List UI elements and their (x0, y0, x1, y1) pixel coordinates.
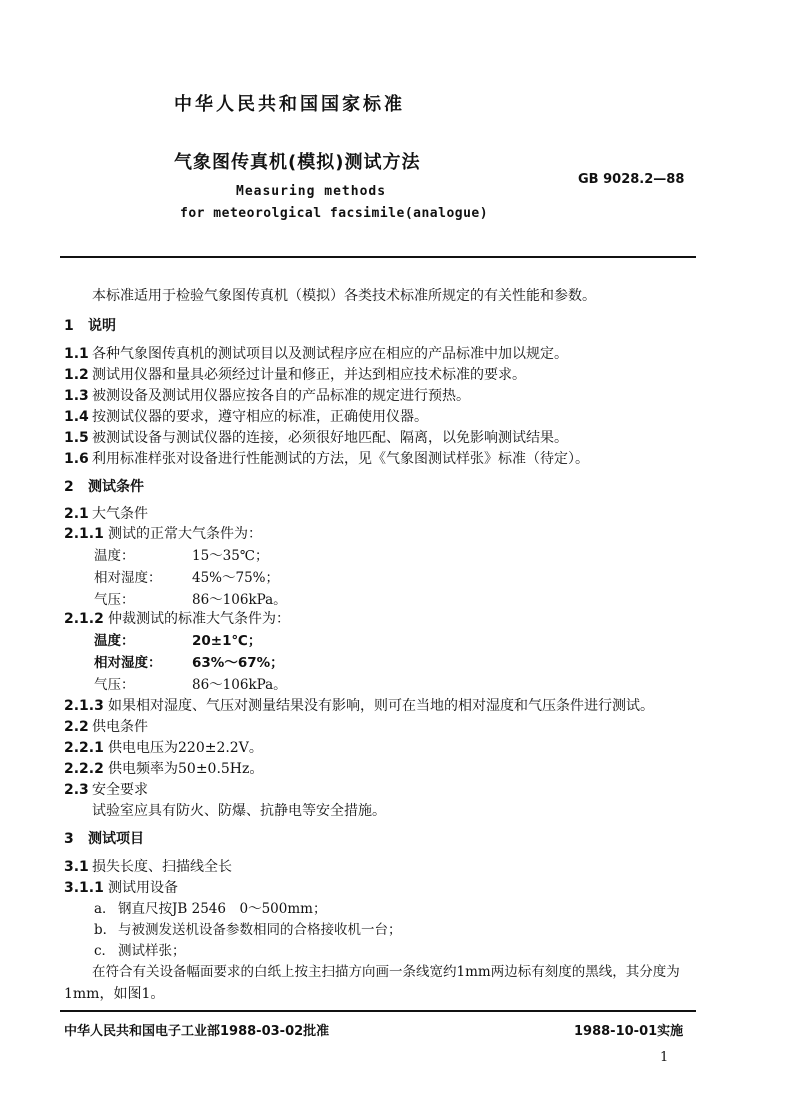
item-title: 仲裁测试的标准大气条件为： (108, 611, 290, 627)
standard-condition-humidity (94, 654, 284, 672)
item-1-3 (64, 387, 470, 405)
condition-label: 温度： (94, 633, 135, 649)
item-2-1 (64, 505, 148, 523)
footer-divider (60, 1010, 696, 1012)
item-number: 2.1.3 (64, 698, 104, 714)
item-1-6 (64, 450, 589, 468)
item-text: 如果相对湿度、气压对测量结果没有影响，则可在当地的相对湿度和气压条件进行测试。 (108, 698, 654, 714)
item-text: 供电电压为220±2.2V。 (108, 740, 263, 756)
item-number: 1.4 (64, 409, 89, 425)
condition-value: 86～106kPa。 (192, 677, 287, 693)
item-number: 1.2 (64, 367, 89, 383)
condition-value: 20±1℃； (192, 633, 262, 649)
item-number: 3.1 (64, 859, 89, 875)
item-title: 测试的正常大气条件为： (108, 526, 262, 542)
item-2-2-1 (64, 739, 263, 757)
item-number: 3.1.1 (64, 880, 104, 896)
normal-condition-temperature (94, 547, 268, 565)
item-2-1-1 (64, 525, 262, 543)
section-1-number: 1 (64, 318, 74, 334)
item-2-1-2 (64, 610, 290, 628)
page-number: 1 (660, 1050, 669, 1065)
item-1-4 (64, 408, 428, 426)
condition-value: 86～106kPa。 (192, 592, 287, 608)
list-text: 钢直尺按JB 2546 0～500mm； (118, 901, 327, 917)
section-3-heading (64, 830, 144, 848)
english-title-line-1: Measuring methods (236, 184, 387, 199)
item-title: 供电条件 (92, 719, 148, 735)
item-number: 1.6 (64, 451, 89, 467)
header-divider (60, 256, 696, 258)
section-2-title: 测试条件 (88, 479, 144, 495)
item-title: 损失长度、扫描线全长 (92, 859, 232, 875)
condition-label: 气压： (94, 677, 135, 693)
item-text: 各种气象图传真机的测试项目以及测试程序应在相应的产品标准中加以规定。 (92, 346, 568, 362)
item-text: 被测设备及测试用仪器应按各自的产品标准的规定进行预热。 (92, 388, 470, 404)
list-mark: c． (94, 943, 116, 959)
test-sheet-paragraph-line-2: 1mm，如图1。 (64, 986, 165, 1002)
standard-code: GB 9028.2—88 (578, 172, 685, 187)
item-number: 2.1.2 (64, 611, 104, 627)
item-1-1 (64, 345, 568, 363)
section-1-title: 说明 (88, 318, 116, 334)
equipment-item-b (94, 921, 402, 939)
item-text: 测试用仪器和量具必须经过计量和修正，并达到相应技术标准的要求。 (92, 367, 526, 383)
item-title: 安全要求 (92, 782, 148, 798)
approval-note: 中华人民共和国电子工业部1988-03-02批准 (64, 1024, 330, 1039)
normal-condition-humidity (94, 569, 279, 587)
item-number: 1.5 (64, 430, 89, 446)
national-standard-title: 中华人民共和国国家标准 (174, 94, 405, 115)
item-number: 2.2.1 (64, 740, 104, 756)
equipment-item-c (94, 942, 186, 960)
condition-value: 63%～67%； (192, 655, 284, 671)
list-mark: b． (94, 922, 117, 938)
item-number: 2.2.2 (64, 761, 104, 777)
item-text: 利用标准样张对设备进行性能测试的方法，见《气象图测试样张》标准（待定）。 (92, 451, 589, 467)
standard-condition-pressure (94, 676, 287, 694)
section-3-number: 3 (64, 831, 74, 847)
item-2-2-2 (64, 760, 263, 778)
effective-date: 1988-10-01实施 (574, 1024, 684, 1039)
item-text: 供电频率为50±0.5Hz。 (108, 761, 264, 777)
list-text: 与被测发送机设备参数相同的合格接收机一台； (118, 922, 402, 938)
item-title: 大气条件 (92, 506, 148, 522)
list-text: 测试样张； (118, 943, 186, 959)
safety-requirement-text: 试验室应具有防火、防爆、抗静电等安全措施。 (92, 803, 386, 819)
section-1-heading (64, 317, 116, 335)
list-mark: a． (94, 901, 116, 917)
item-text: 按测试仪器的要求，遵守相应的标准，正确使用仪器。 (92, 409, 428, 425)
condition-label: 相对湿度： (94, 655, 162, 671)
item-1-2 (64, 366, 526, 384)
item-1-5 (64, 429, 568, 447)
condition-label: 温度： (94, 548, 135, 564)
condition-label: 气压： (94, 592, 135, 608)
item-text: 被测试设备与测试仪器的连接，必须很好地匹配、隔离，以免影响测试结果。 (92, 430, 568, 446)
item-2-3 (64, 781, 148, 799)
document-title: 气象图传真机(模拟)测试方法 (174, 152, 421, 173)
intro-paragraph: 本标准适用于检验气象图传真机（模拟）各类技术标准所规定的有关性能和参数。 (92, 288, 596, 304)
normal-condition-pressure (94, 591, 287, 609)
item-number: 2.3 (64, 782, 89, 798)
item-number: 1.3 (64, 388, 89, 404)
condition-label: 相对湿度： (94, 570, 162, 586)
equipment-item-a (94, 900, 326, 918)
item-2-2 (64, 718, 148, 736)
item-number: 1.1 (64, 346, 89, 362)
section-2-heading (64, 478, 144, 496)
item-3-1-1 (64, 879, 178, 897)
test-sheet-paragraph-line-1: 在符合有关设备幅面要求的白纸上按主扫描方向画一条线宽约1mm两边标有刻度的黑线，其分度为 (92, 964, 680, 980)
item-number: 2.1 (64, 506, 89, 522)
item-3-1 (64, 858, 232, 876)
item-title: 测试用设备 (108, 880, 178, 896)
standard-condition-temperature (94, 632, 261, 650)
condition-value: 15～35℃； (192, 548, 269, 564)
item-2-1-3 (64, 697, 654, 715)
section-2-number: 2 (64, 479, 74, 495)
condition-value: 45%～75%； (192, 570, 280, 586)
item-number: 2.2 (64, 719, 89, 735)
item-number: 2.1.1 (64, 526, 104, 542)
english-title-line-2: for meteorolgical facsimile(analogue) (180, 206, 489, 221)
section-3-title: 测试项目 (88, 831, 144, 847)
